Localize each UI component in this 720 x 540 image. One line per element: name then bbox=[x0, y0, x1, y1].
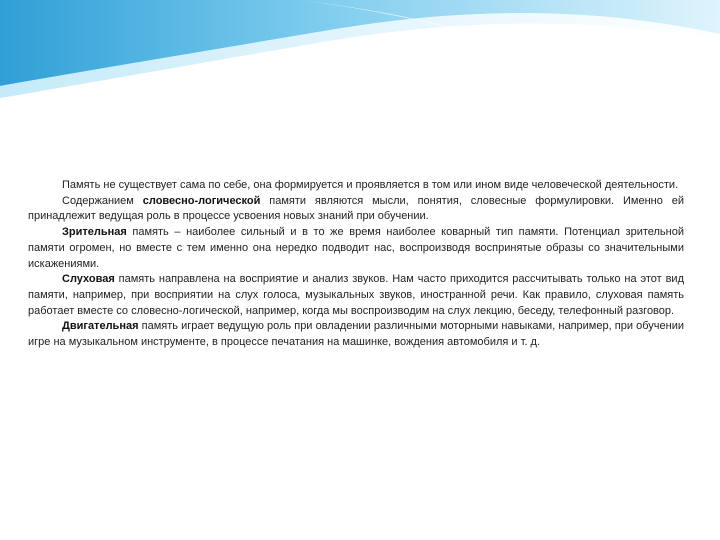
paragraph-visual-memory: Зрительная память – наиболее сильный и в то же время наиболее коварный тип памяти. Потенциал зрительной памяти огромен, но вместе с тем именно она нередко подводит нас, воспроизводя воспринятые образы со значительными искажениями. bbox=[28, 226, 684, 270]
paragraph-verbal-logical-memory: Содержанием словесно-логической памяти являются мысли, понятия, словесные формулировки. Именно ей принадлежит ведущая роль в процессе усвоения новых знаний при обучении. bbox=[28, 194, 684, 223]
header-wave-decoration bbox=[0, 0, 720, 110]
slide-body-text bbox=[28, 178, 684, 351]
paragraph-motor-memory: Двигательная память играет ведущую роль при овладении различными моторными навыками, например, при обучении игре на музыкальном инструменте, в процессе печатания на машинке, вождения автомобиля и т. д. bbox=[28, 320, 684, 349]
paragraph-auditory-memory: Слуховая память направлена на восприятие и анализ звуков. Нам часто приходится рассчитывать только на этот вид памяти, например, при восприятии на слух голоса, музыкальных звуков, иностранной речи. Как правило, слуховая память работает вместе со словесно-логической, например, когда мы воспроизводим на слух лекцию, беседу, телефонный разговор. bbox=[28, 273, 684, 317]
paragraph-intro: Память не существует сама по себе, она формируется и проявляется в том или ином виде человеческой деятельности. bbox=[62, 179, 679, 191]
